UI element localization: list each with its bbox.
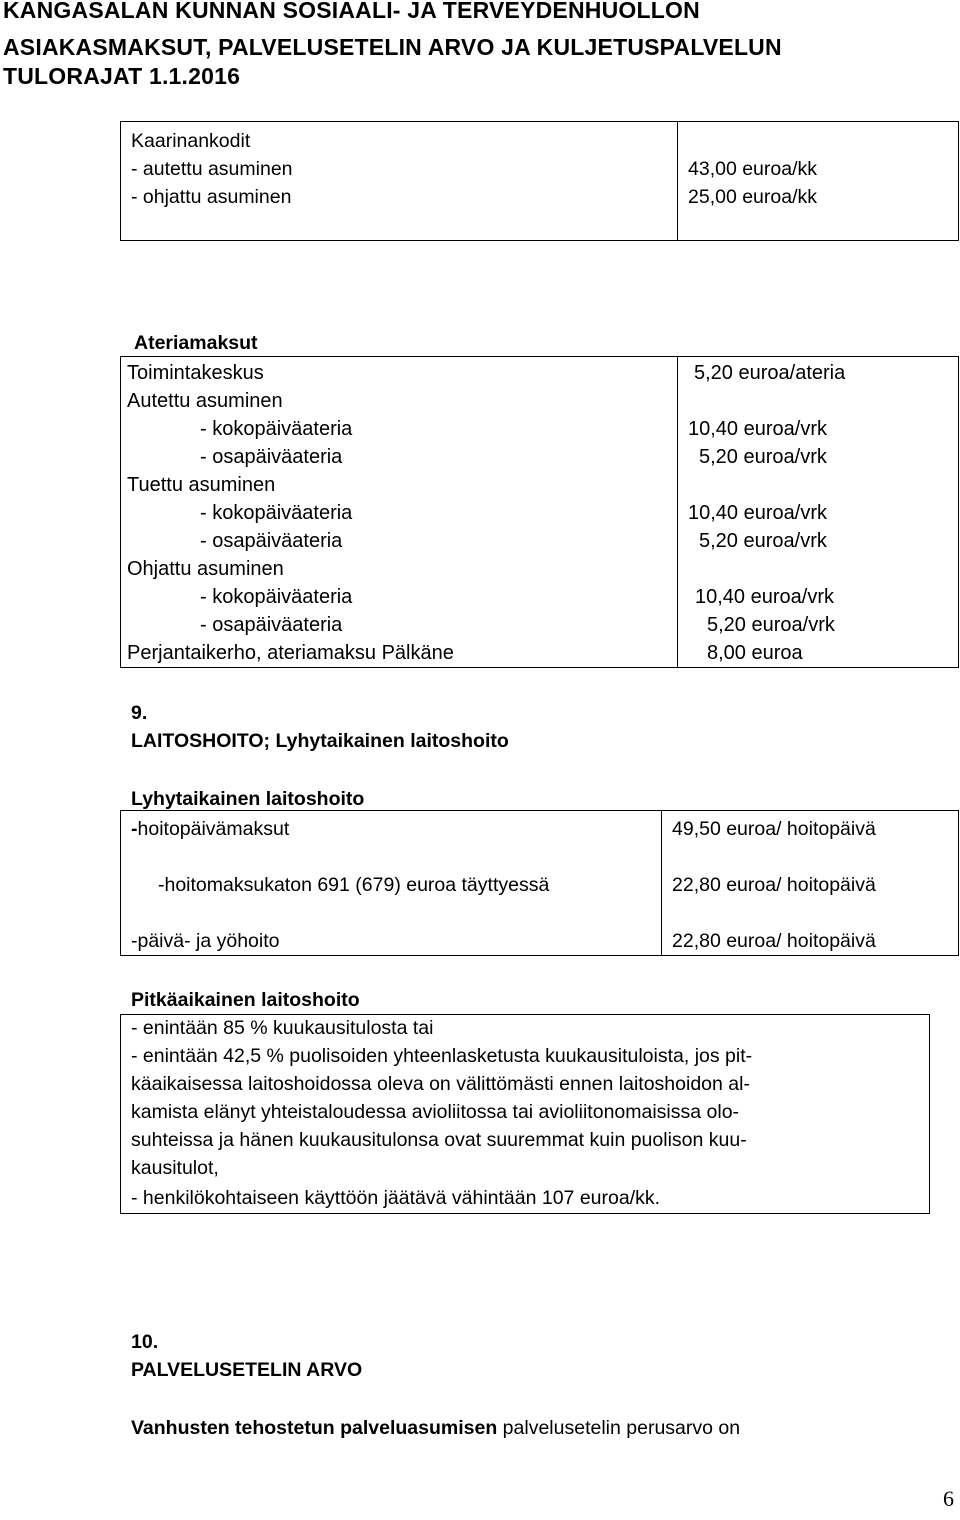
ateria-row-value: 10,40 euroa/vrk	[688, 418, 827, 440]
ateria-row-label: Toimintakeskus	[127, 362, 264, 384]
table-divider	[661, 810, 662, 956]
ateria-row-label: - osapäiväateria	[200, 614, 343, 636]
ateria-row-value: 10,40 euroa/vrk	[688, 502, 827, 524]
kaarinankodit-ohjattu-value: 25,00 euroa/kk	[688, 186, 818, 208]
header-line-2: ASIAKASMAKSUT, PALVELUSETELIN ARVO JA KULJETUSPALVELUN	[3, 34, 782, 60]
pitkaaikainen-line: kausitulot,	[131, 1157, 219, 1179]
palveluseteli-text: palvelusetelin perusarvo on	[497, 1417, 741, 1439]
ateria-row-label: Tuettu asuminen	[127, 474, 276, 496]
hoitopaivamaksut-text: hoitopäivämaksut	[137, 818, 290, 840]
pitkaaikainen-line: - henkilökohtaiseen käyttöön jäätävä vähintään 107 euroa/kk.	[131, 1187, 661, 1209]
ateria-row-label: - osapäiväateria	[200, 530, 343, 552]
ateria-row-label: Perjantaikerho, ateriamaksu Pälkäne	[127, 642, 454, 664]
kaarinankodit-title: Kaarinankodit	[131, 130, 251, 152]
pitkaaikainen-line: kamista elänyt yhteistaloudessa avioliitossa tai avioliitonomaisissa olo-	[131, 1101, 740, 1123]
ateria-row-value: 5,20 euroa/vrk	[699, 530, 827, 552]
ateria-row-label: - osapäiväateria	[200, 446, 343, 468]
ateria-row-value: 10,40 euroa/vrk	[695, 586, 834, 608]
ateria-row-value: 8,00 euroa	[707, 642, 803, 664]
hoitopaivamaksut-value: 49,50 euroa/ hoitopäivä	[672, 818, 876, 840]
ateria-row-label: - kokopäiväateria	[200, 418, 353, 440]
kaarinankodit-autettu: - autettu asuminen	[131, 158, 293, 180]
header-line-3: TULORAJAT 1.1.2016	[3, 63, 241, 89]
table-divider	[677, 121, 678, 241]
pitkaaikainen-line: suhteissa ja hänen kuukausitulonsa ovat suuremmat kuin puolison kuu-	[131, 1129, 747, 1151]
paiva-yohoito-label: -päivä- ja yöhoito	[131, 930, 280, 952]
ateria-row-value: 5,20 euroa/vrk	[707, 614, 835, 636]
pitkaaikainen-line: - enintään 42,5 % puolisoiden yhteenlasketusta kuukausituloista, jos pit-	[131, 1045, 753, 1067]
table-divider	[677, 356, 678, 668]
dash-prefix: -	[131, 818, 138, 840]
ateria-row-label: - kokopäiväateria	[200, 502, 353, 524]
section-9-title: LAITOSHOITO; Lyhytaikainen laitoshoito	[131, 730, 509, 752]
hoitomaksukaton-label: -hoitomaksukaton 691 (679) euroa täyttyessä	[158, 874, 550, 896]
ateria-row-value: 5,20 euroa/ateria	[694, 362, 846, 384]
palveluseteli-sentence	[131, 1414, 740, 1442]
ateria-row-value: 5,20 euroa/vrk	[699, 446, 827, 468]
pitkaaikainen-title: Pitkäaikainen laitoshoito	[131, 989, 360, 1011]
lyhytaikainen-subtitle: Lyhytaikainen laitoshoito	[131, 788, 365, 810]
page-number: 6	[943, 1486, 954, 1511]
palveluseteli-bold-text: Vanhusten tehostetun palveluasumisen	[131, 1417, 498, 1439]
ateria-row-label: - kokopäiväateria	[200, 586, 353, 608]
paiva-yohoito-value: 22,80 euroa/ hoitopäivä	[672, 930, 876, 952]
kaarinankodit-autettu-value: 43,00 euroa/kk	[688, 158, 818, 180]
header-line-1: KANGASALAN KUNNAN SOSIAALI- JA TERVEYDENHUOLLON	[3, 0, 700, 23]
ateria-row-label: Ohjattu asuminen	[127, 558, 284, 580]
ateria-row-label: Autettu asuminen	[127, 390, 283, 412]
hoitopaivamaksut-label	[131, 815, 289, 843]
hoitomaksukaton-value: 22,80 euroa/ hoitopäivä	[672, 874, 876, 896]
pitkaaikainen-line: käaikaisessa laitoshoidossa oleva on välittömästi ennen laitoshoidon al-	[131, 1073, 750, 1095]
pitkaaikainen-line: - enintään 85 % kuukausitulosta tai	[131, 1017, 434, 1039]
section-9-number: 9.	[131, 702, 148, 724]
section-10-number: 10.	[131, 1331, 159, 1353]
kaarinankodit-ohjattu: - ohjattu asuminen	[131, 186, 292, 208]
section-10-title: PALVELUSETELIN ARVO	[131, 1359, 363, 1381]
ateriamaksut-title: Ateriamaksut	[134, 332, 258, 354]
